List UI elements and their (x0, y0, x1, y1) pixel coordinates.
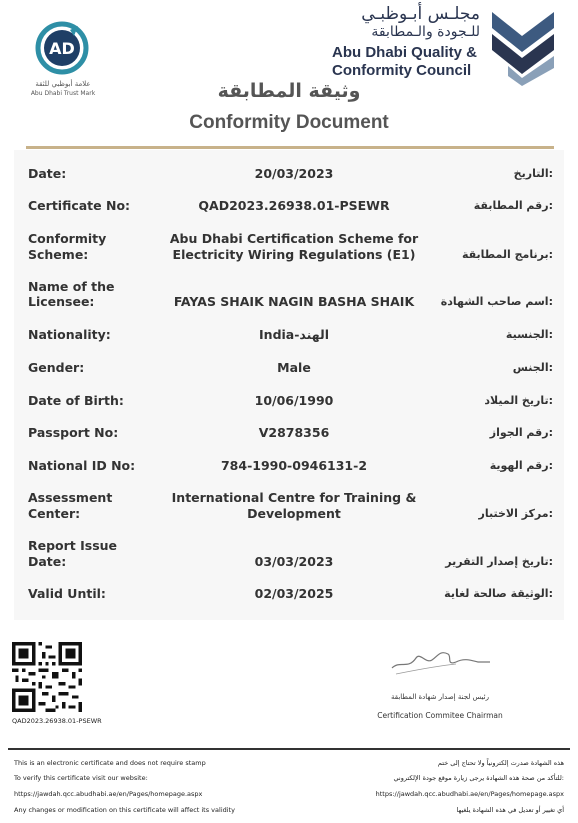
field-label: Date of Birth: (28, 393, 124, 408)
field-value: 02/03/2025 (254, 586, 334, 601)
field-value: International Centre for Training & (171, 490, 417, 505)
field-value: 03/03/2023 (254, 554, 334, 569)
field-value: India-الهند (259, 327, 329, 342)
field-label: Certificate No: (28, 198, 131, 213)
field-label-arabic: التاريخ: (513, 167, 553, 180)
field-label-arabic: رقم الجواز: (489, 426, 553, 439)
field-value: V2878356 (258, 425, 330, 440)
field-label: Gender: (28, 360, 85, 375)
field-label-arabic: تاريخ الميلاد: (484, 394, 553, 407)
footer-note-validity-arabic: أي تغيير أو تعديل في هذه الشهادة يلغيها (456, 806, 564, 814)
field-label-arabic: برنامج المطابقة: (461, 248, 553, 261)
footer-note-validity: Any changes or modification on this certificate will affect its validity (14, 806, 235, 814)
field-value: Development (247, 506, 341, 521)
trust-mark-arabic: علامة أبوظبي للثقة (35, 80, 91, 88)
field-label: Report Issue (28, 538, 118, 553)
field-label: Date: (28, 166, 67, 181)
signatory-title-arabic: رئيس لجنة إصدار شهادة المطابقة (391, 693, 489, 701)
field-label-arabic: رقم المطابقة: (473, 199, 553, 212)
field-label: National ID No: (28, 458, 136, 473)
field-value: Electricity Wiring Regulations (E1) (172, 247, 416, 262)
field-label: Valid Until: (28, 586, 106, 601)
field-label: Center: (28, 506, 81, 521)
footer-note-stamp: This is an electronic certificate and does not require stamp (14, 759, 206, 767)
footer-note-verify: To verify this certificate visit our website: (14, 774, 148, 782)
header-divider (26, 146, 554, 149)
field-label: Name of the (28, 279, 115, 294)
document-title-arabic: وثيقة المطابقة (217, 80, 361, 102)
signatory-title: Certification Commitee Chairman (377, 711, 503, 720)
field-value: QAD2023.26938.01-PSEWR (198, 198, 390, 213)
field-value: Male (277, 360, 311, 375)
qr-code (12, 642, 82, 712)
field-label: Scheme: (28, 247, 89, 262)
field-label-arabic: الوثيقة صالحة لغاية: (444, 587, 553, 600)
signature (386, 640, 496, 680)
document-title: Conformity Document (189, 112, 389, 133)
qcc-chevron-logo (488, 6, 558, 86)
footer-verify-link[interactable]: https://jawdah.qcc.abudhabi.ae/en/Pages/homepage.aspx (14, 790, 203, 798)
field-label-arabic: الجنسية: (505, 328, 553, 341)
qr-caption: QAD2023.26938.01-PSEWR (12, 717, 102, 725)
council-name-english-1: Abu Dhabi Quality & (332, 44, 478, 61)
field-label-arabic: مركز الاختبار: (478, 507, 553, 520)
ad-logo-letters: AD (49, 39, 75, 58)
field-label-arabic: تاريخ إصدار التقرير: (445, 555, 553, 568)
field-label: Licensee: (28, 294, 95, 309)
field-label: Passport No: (28, 425, 119, 440)
field-label: Assessment (28, 490, 113, 505)
field-label: Date: (28, 554, 67, 569)
trust-mark-english: Abu Dhabi Trust Mark (30, 90, 96, 97)
field-value: 10/06/1990 (254, 393, 334, 408)
footer-divider (8, 748, 570, 750)
field-label-arabic: الجنس: (512, 361, 553, 374)
field-label: Conformity (28, 231, 107, 246)
council-name-arabic-1: مجلـس أبـوظبـي (361, 4, 480, 24)
footer-note-stamp-arabic: هذه الشهادة صدرت إلكترونياً ولا تحتاج إلى ختم (437, 759, 564, 767)
footer-note-verify-arabic: للتأكد من صحة هذه الشهادة يرجى زيارة موقع جودة الإلكتروني: (393, 774, 564, 782)
field-value: FAYAS SHAIK NAGIN BASHA SHAIK (173, 294, 415, 309)
field-label-arabic: اسم صاحب الشهادة: (440, 295, 553, 308)
council-name-english-2: Conformity Council (332, 62, 472, 79)
field-label-arabic: رقم الهوية: (489, 459, 553, 472)
field-value: Abu Dhabi Certification Scheme for (169, 231, 419, 246)
field-value: 784-1990-0946131-2 (220, 458, 368, 473)
footer-verify-link-arabic[interactable]: https://jawdah.qcc.abudhabi.ae/en/Pages/homepage.aspx (375, 790, 564, 798)
council-name-arabic-2: للـجودة والـمطابقة (371, 24, 480, 40)
field-value: 20/03/2023 (254, 166, 334, 181)
field-label: Nationality: (28, 327, 111, 342)
abu-dhabi-trust-mark-logo (34, 20, 90, 76)
